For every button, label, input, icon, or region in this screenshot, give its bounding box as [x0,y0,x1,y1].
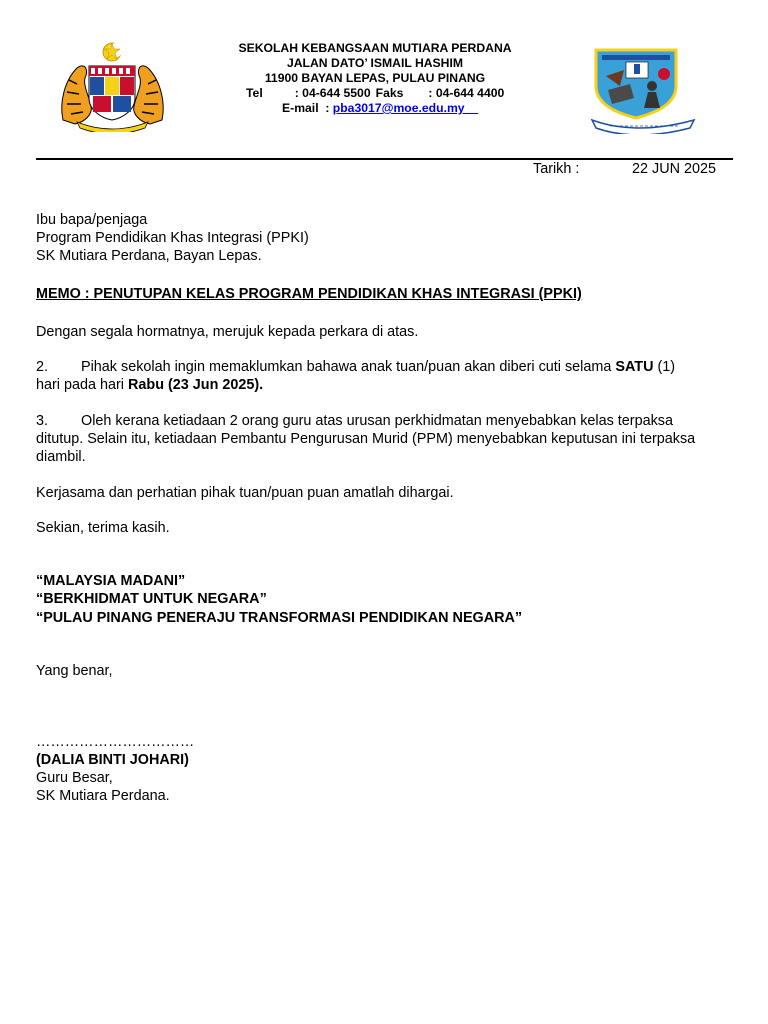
email-line [200,101,550,116]
contact-line [200,86,550,101]
header-divider [36,158,733,160]
date-value: 22 JUN 2025 [632,161,716,177]
email-link[interactable]: pba3017@moe.edu.my [332,101,465,115]
signatory-name: (DALIA BINTI JOHARI) [36,752,189,768]
duration-bold: SATU [615,359,654,375]
slogan-2: “BERKHIDMAT UNTUK NEGARA” [36,591,267,607]
slogan-3: “PULAU PINANG PENERAJU TRANSFORMASI PENDIDIKAN NEGARA” [36,610,523,626]
fax-value: : 04-644 4400 [428,86,505,100]
closing-line-1: Kerjasama dan perhatian pihak tuan/puan puan amatlah dihargai. [36,485,454,501]
salutation: Yang benar, [36,663,113,679]
slogan-1: “MALAYSIA MADANI” [36,573,186,589]
paragraph-3-line-1: 3. Oleh kerana ketiadaan 2 orang guru atas urusan perkhidmatan menyebabkan kelas terpaksa [36,413,673,429]
closure-date-bold: Rabu (23 Jun 2025). [128,377,264,393]
recipient-line-3: SK Mutiara Perdana, Bayan Lepas. [36,248,262,264]
signatory-title: Guru Besar, [36,770,113,786]
school-badge-logo [590,46,700,134]
email-label: E-mail : [282,101,330,115]
opening-line: Dengan segala hormatnya, merujuk kepada perkara di atas. [36,324,419,340]
fax-label: Faks [375,86,404,100]
paragraph-2-number: 2. [36,359,49,375]
letterhead [200,41,550,116]
recipient-line-2: Program Pendidikan Khas Integrasi (PPKI) [36,230,309,246]
paragraph-2-line-2: hari pada hari Rabu (23 Jun 2025). [36,377,264,393]
paragraph-3-number: 3. [36,413,49,429]
address-line-2: 11900 BAYAN LEPAS, PULAU PINANG [264,71,486,85]
recipient-line-1: Ibu bapa/penjaga [36,212,148,228]
school-name: SEKOLAH KEBANGSAAN MUTIARA PERDANA [238,41,512,55]
signatory-school: SK Mutiara Perdana. [36,788,170,804]
tel-value: : 04-644 5500 [294,86,371,100]
memo-subject: MEMO : PENUTUPAN KELAS PROGRAM PENDIDIKAN KHAS INTEGRASI (PPKI) [36,286,582,302]
paragraph-2-line-1: 2. Pihak sekolah ingin memaklumkan bahawa anak tuan/puan akan diberi cuti selama SATU (1) [36,359,676,375]
coat-of-arms-logo [55,40,170,132]
paragraph-3-line-2: ditutup. Selain itu, ketiadaan Pembantu Pengurusan Murid (PPM) menyebabkan keputusan ini terpaksa [36,431,696,447]
date-label: Tarikh : [533,161,580,177]
paragraph-3-line-3: diambil. [36,449,86,465]
closing-line-2: Sekian, terima kasih. [36,520,170,536]
signature-line: …………………………… [36,734,195,750]
address-line-1: JALAN DATO’ ISMAIL HASHIM [286,56,464,70]
tel-label: Tel [246,86,263,100]
